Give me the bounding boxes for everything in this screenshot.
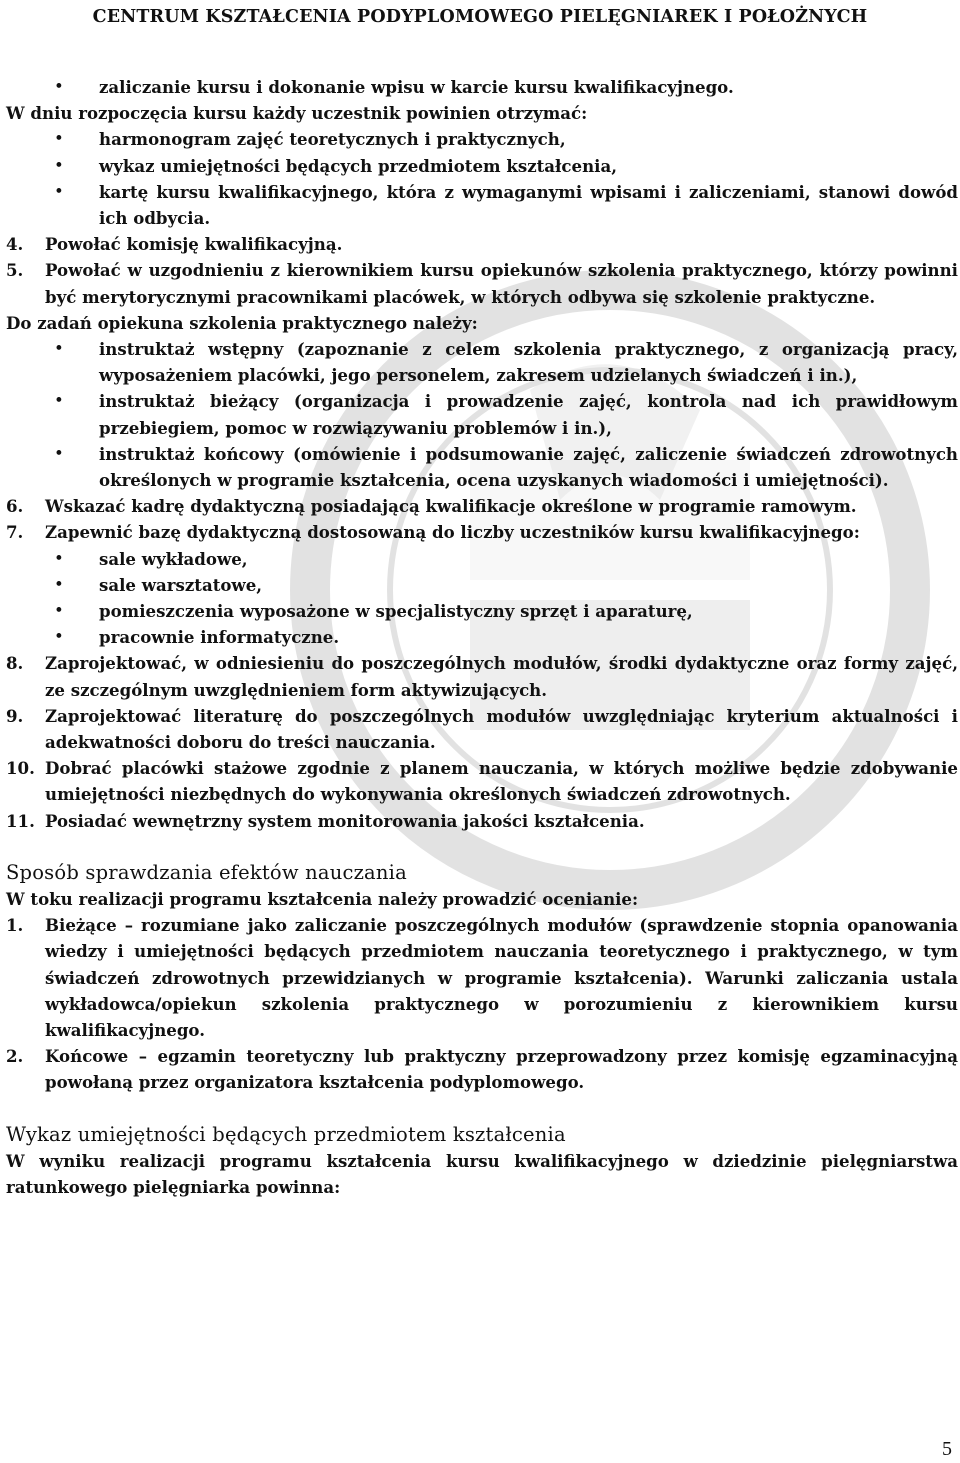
task-bullet: • instruktaż bieżący (organizacja i prowadzenie zajęć, kontrola nad ich prawidłowym przebiegiem, pomoc w rozwiązywaniu problemów i in.), xyxy=(6,388,958,440)
section-title-assessment: Sposób sprawdzania efektów nauczania xyxy=(6,860,407,884)
base-bullet: • sale wykładowe, xyxy=(6,546,958,572)
base-bullet: • pomieszczenia wyposażone w specjalistyczny sprzęt i aparaturę, xyxy=(6,598,958,624)
item-number: 7. xyxy=(6,522,24,543)
list-item-6 xyxy=(6,493,958,519)
main-content xyxy=(6,74,958,1200)
item-text: Dobrać placówki stażowe zgodnie z planem nauczania, w których możliwe będzie zdobywanie umiejętności niezbędnych do wykonywania określonych świadczeń zdrowotnych. xyxy=(45,758,958,805)
item-number: 2. xyxy=(6,1046,24,1067)
base-bullet: • sale warsztatowe, xyxy=(6,572,958,598)
item-text: Zapewnić bazę dydaktyczną dostosowaną do liczby uczestników kursu kwalifikacyjnego: xyxy=(45,522,860,543)
list-item-11 xyxy=(6,808,958,834)
task-bullet: • instruktaż wstępny (zapoznanie z celem szkolenia praktycznego, z organizacją pracy, wyposażeniem placówki, jego personelem, zakresem udzielanych świadczeń i in.), xyxy=(6,336,958,388)
item-text: Posiadać wewnętrzny system monitorowania jakości kształcenia. xyxy=(45,810,645,831)
base-bullet: • pracownie informatyczne. xyxy=(6,624,958,650)
item-text: Bieżące – rozumiane jako zaliczanie poszczególnych modułów (sprawdzenie stopnia opanowania wiedzy i umiejętności będących przedmiotem nauczania teoretycznego i praktycznego, w tym świadczeń zdrowotnych przewidzianych w programie kształcenia). Warunki zaliczania ustala wykładowca/opiekun szkolenia praktycznego w porozumieniu z kierownikiem kursu kwalifikacyjnego. xyxy=(45,915,958,1040)
assessment-item-2 xyxy=(6,1043,958,1095)
list-item-7 xyxy=(6,519,958,545)
start-bullet: • harmonogram zajęć teoretycznych i praktycznych, xyxy=(6,126,958,152)
item-text: Wskazać kadrę dydaktyczną posiadającą kwalifikacje określone w programie ramowym. xyxy=(45,496,857,517)
start-paragraph: W dniu rozpoczęcia kursu każdy uczestnik powinien otrzymać: xyxy=(6,103,588,124)
start-bullet: • kartę kursu kwalifikacyjnego, która z wymaganymi wpisami i zaliczeniami, stanowi dowód ich odbycia. xyxy=(6,179,958,231)
skills-lead: W wyniku realizacji programu kształcenia kursu kwalifikacyjnego w dziedzinie pielęgniarstwa ratunkowego pielęgniarka powinna: xyxy=(6,1150,958,1197)
item-number: 6. xyxy=(6,496,24,517)
list-item-8 xyxy=(6,650,958,702)
item-number: 1. xyxy=(6,915,24,936)
page-number: 5 xyxy=(942,1438,952,1460)
task-bullet: • instruktaż końcowy (omówienie i podsumowanie zajęć, zaliczenie świadczeń zdrowotnych określonych w programie kształcenia, ocena uzyskanych wiadomości i umiejętności). xyxy=(6,441,958,493)
intro-bullet: • zaliczanie kursu i dokonanie wpisu w karcie kursu kwalifikacyjnego. xyxy=(6,74,958,100)
assessment-item-1 xyxy=(6,912,958,1043)
start-bullet: • wykaz umiejętności będących przedmiotem kształcenia, xyxy=(6,153,958,179)
item-text: Powołać w uzgodnieniu z kierownikiem kursu opiekunów szkolenia praktycznego, którzy powinni być merytorycznymi pracownikami placówek, w których odbywa się szkolenie praktyczne. xyxy=(45,260,958,307)
list-item-10 xyxy=(6,755,958,807)
tasks-paragraph: Do zadań opiekuna szkolenia praktycznego należy: xyxy=(6,312,478,333)
page-header: CENTRUM KSZTAŁCENIA PODYPLOMOWEGO PIELĘGNIAREK I POŁOŻNYCH xyxy=(92,7,868,27)
assessment-lead: W toku realizacji programu kształcenia należy prowadzić ocenianie: xyxy=(6,888,639,909)
item-number: 5. xyxy=(6,260,24,281)
item-text: Powołać komisję kwalifikacyjną. xyxy=(45,234,343,255)
section-title-skills: Wykaz umiejętności będących przedmiotem kształcenia xyxy=(6,1122,566,1146)
list-item-5 xyxy=(6,257,958,309)
item-number: 9. xyxy=(6,705,24,726)
item-text: Zaprojektować literaturę do poszczególnych modułów uwzględniając kryterium aktualności i adekwatności doboru do treści nauczania. xyxy=(45,705,958,753)
list-item-9 xyxy=(6,703,958,755)
item-number: 11. xyxy=(6,810,35,831)
item-number: 10. xyxy=(6,758,35,779)
item-text: Końcowe – egzamin teoretyczny lub praktyczny przeprowadzony przez komisję egzaminacyjną powołaną przez organizatora kształcenia podyplomowego. xyxy=(45,1046,958,1093)
item-text: Zaprojektować, w odniesieniu do poszczególnych modułów, środki dydaktyczne oraz formy zajęć, ze szczególnym uwzględnieniem form aktywizujących. xyxy=(45,653,958,700)
list-item-4 xyxy=(6,231,958,257)
item-number: 4. xyxy=(6,234,24,255)
item-number: 8. xyxy=(6,653,24,674)
